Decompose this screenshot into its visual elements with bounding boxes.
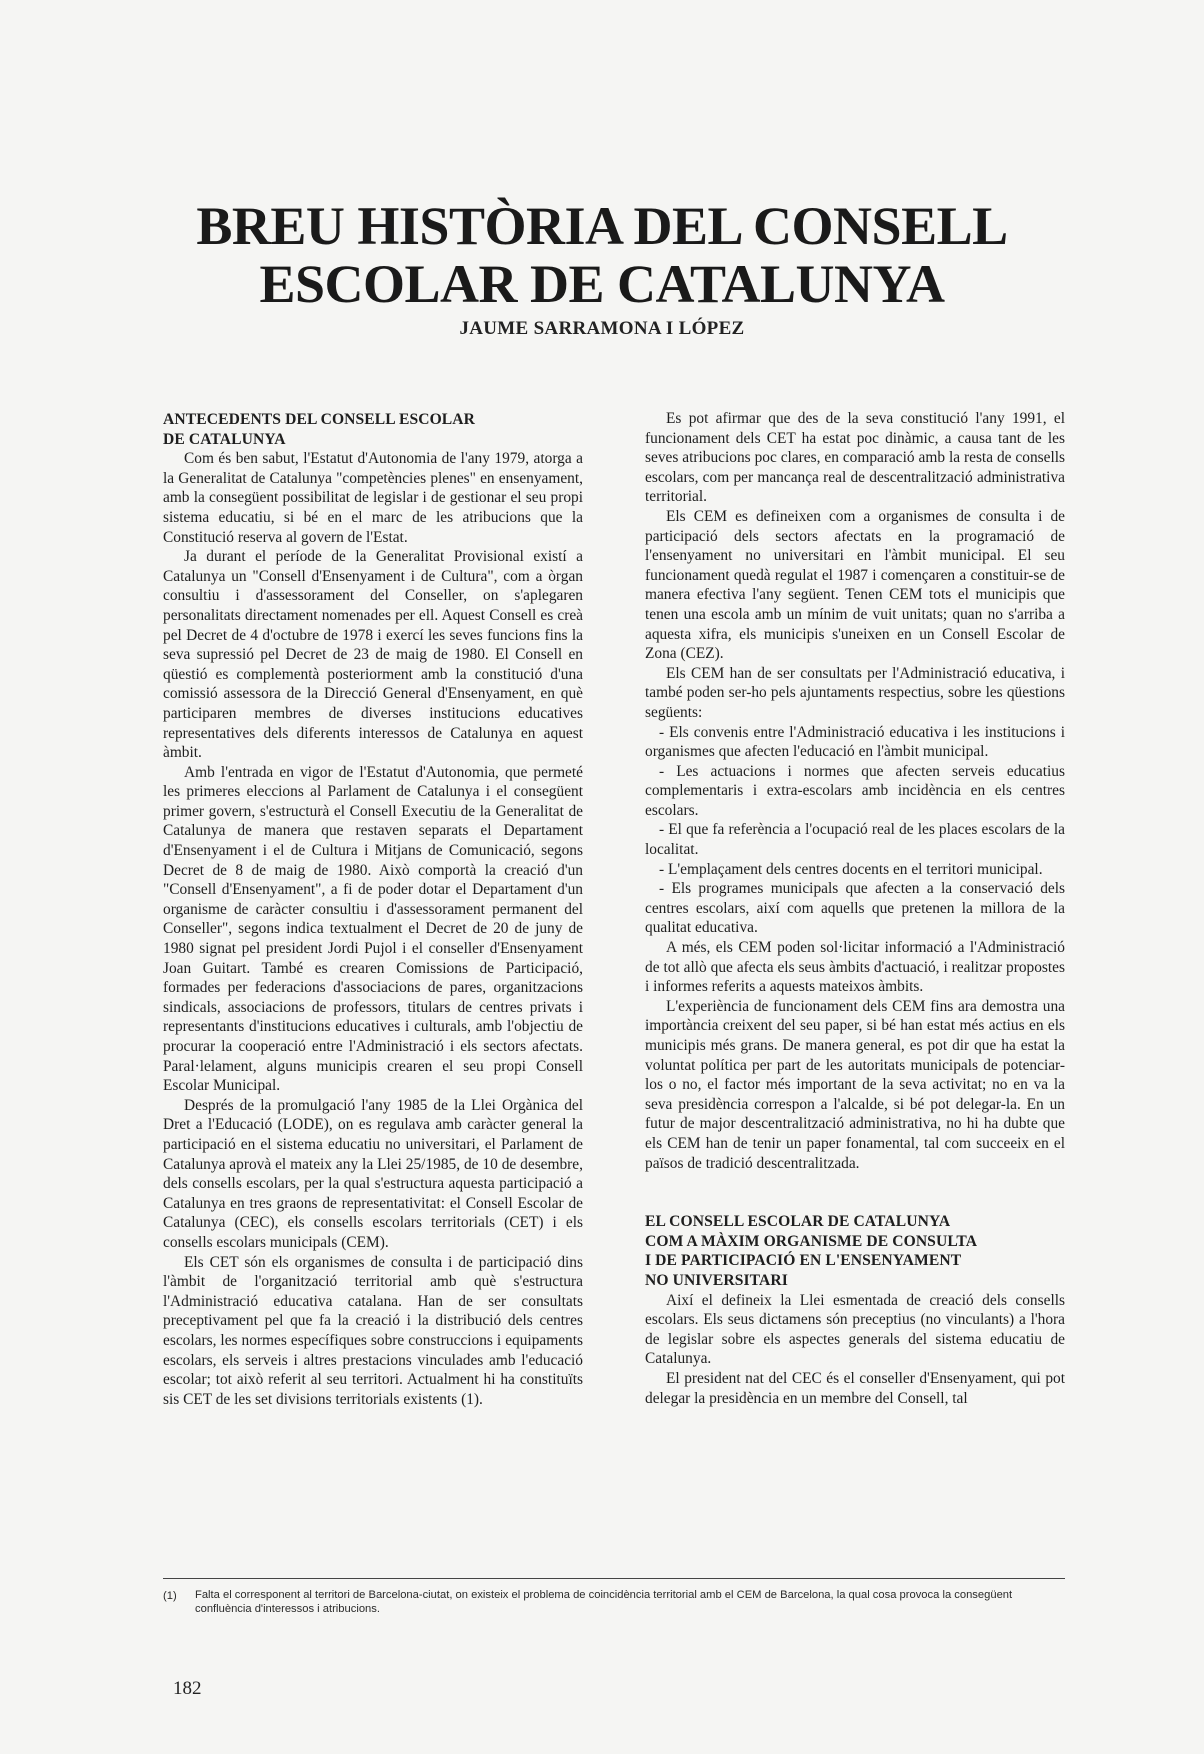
right-column [645, 409, 1065, 1408]
footnote [163, 1588, 1068, 1616]
list-item: - Els programes municipals que afecten a la conservació dels centres escolars, així com aquells que pretenen la millora de la qualitat educativa. [645, 880, 1065, 937]
section-spacer [645, 1173, 1065, 1212]
section-heading-line: COM A MÀXIM ORGANISME DE CONSULTA [645, 1232, 978, 1250]
paragraph: Després de la promulgació l'any 1985 de la Llei Orgànica del Dret a l'Educació (LODE), on es regulava amb caràcter general la participació en el sistema educatiu no universitari, el Parlament de Catalunya aprovà el mateix any la Llei 25/1985, de 10 de desembre, dels consells escolars, per la qual s'estructura aquesta participació a Catalunya en tres graons de representativitat: el Consell Escolar de Catalunya (CEC), els consells escolars territorials (CET) i els consells escolars municipals (CEM). [163, 1096, 583, 1251]
section-heading-line: DE CATALUNYA [163, 430, 286, 448]
footnote-marker: (1) [163, 1590, 177, 1602]
paragraph: El president nat del CEC és el conseller d'Ensenyament, qui pot delegar la presidència en un membre del Consell, tal [645, 1369, 1065, 1407]
paragraph: Ja durant el període de la Generalitat Provisional existí a Catalunya un "Consell d'Ensenyament i de Cultura", com a òrgan consultiu i d'assessorament del Conseller, on s'aplegaren personalitats directament nomenades per ell. Aquest Consell es creà pel Decret de 4 d'octubre de 1978 i exercí les seves funcions fins la seva supressió pel Decret de 23 de maig de 1980. El Consell en qüestió es complementà posteriorment amb la constitució d'una comissió assessora de la Direcció General d'Ensenyament, en què participaren membres de diverses institucions educatives representatives dels diferents interessos de Catalunya en aquest àmbit. [163, 548, 583, 762]
article-title-line-2: ESCOLAR DE CATALUNYA [259, 254, 945, 314]
paragraph: Els CEM es defineixen com a organismes de consulta i de participació dels sectors afectats en la programació de l'ensenyament no universitari en l'àmbit municipal. El seu funcionament quedà regulat el 1987 i començaren a constituir-se de manera efectiva l'any següent. Tenen CEM tots el municipis que tenen una escola amb un mínim de vuit unitats; quan no s'arriba a aquesta xifra, els municipis s'uneixen en un Consell Escolar de Zona (CEZ). [645, 507, 1065, 663]
list-item: - L'emplaçament dels centres docents en el territori municipal. [659, 860, 1043, 878]
section-heading-line: EL CONSELL ESCOLAR DE CATALUNYA [645, 1213, 951, 1231]
page-number: 182 [173, 1678, 202, 1699]
section-heading-cec [645, 1212, 1065, 1290]
section-heading-line: ANTECEDENTS DEL CONSELL ESCOLAR [163, 411, 476, 428]
footnote-text: Falta el corresponent al territori de Barcelona-ciutat, on existeix el problema de coincidència territorial amb el CEM de Barcelona, la qual cosa provoca la consegüent confluència d'interessos i atribucions. [195, 1589, 1013, 1615]
footnote-divider [163, 1578, 1065, 1579]
paragraph: Amb l'entrada en vigor de l'Estatut d'Autonomia, que permeté les primeres eleccions al Parlament de Catalunya i el consegüent primer govern, s'estructurà el Consell Executiu de la Generalitat de Catalunya de manera que restaven separats el Departament d'Ensenyament i el de Cultura i Mitjans de Comunicació, segons Decret de 8 de maig de 1980. Això comportà la creació d'un "Consell d'Ensenyament", a fi de poder dotar el Departament d'un organisme de caràcter consultiu i d'assessorament permanent del Conseller", segons indica textualment el Decret de 20 de juny de 1980 signat pel president Jordi Pujol i el conseller d'Ensenyament Joan Guitart. També es crearen Comissions de Participació, formades per federacions d'associacions de pares, organitzacions sindicals, associacions de professors, titulars de centres privats i representants d'institucions educatives i culturals, amb l'objectiu de procurar la cooperació entre l'Administració i els sectors afectats. Paral·lelament, alguns municipis crearen el seu propi Consell Escolar Municipal. [163, 763, 583, 1095]
section-heading-line: I DE PARTICIPACIÓ EN L'ENSENYAMENT [645, 1252, 962, 1270]
left-column [163, 410, 583, 1409]
list-item: - Els convenis entre l'Administració educativa i les institucions i organismes que afecten l'educació en l'àmbit municipal. [645, 723, 1065, 761]
article-title [0, 197, 1204, 313]
list-item: - Les actuacions i normes que afecten serveis educatius complementaris i extra-escolars amb incidència en els centres escolars. [645, 762, 1065, 819]
article-title-line-1: BREU HISTÒRIA DEL CONSELL [196, 196, 1008, 256]
list-item: - El que fa referència a l'ocupació real de les places escolars de la localitat. [645, 821, 1065, 859]
paragraph: A més, els CEM poden sol·licitar informació a l'Administració de tot allò que afecta els seus àmbits d'actuació, i realitzar propostes i informes referits a aquests mateixos àmbits. [645, 939, 1065, 996]
section-heading-line: NO UNIVERSITARI [645, 1271, 788, 1289]
paragraph: Així el defineix la Llei esmentada de creació dels consells escolars. Els seus dictamens són preceptius (no vinculants) a l'hora de legislar sobre els aspectes generals del sistema educatiu de Catalunya. [645, 1291, 1065, 1368]
paragraph: Com és ben sabut, l'Estatut d'Autonomia de l'any 1979, atorga a la Generalitat de Catalunya "competències plenes" en ensenyament, amb la consegüent possibilitat de legislar i de gestionar el seu propi sistema educatiu, si bé en el marc de les atribucions que la Constitució reserva al govern de l'Estat. [163, 450, 583, 546]
article-author: JAUME SARRAMONA I LÓPEZ [459, 318, 745, 339]
paragraph: Els CET són els organismes de consulta i de participació dins l'àmbit de l'organització territorial amb què s'estructura l'Administració educativa catalana. Han de ser consultats preceptivament pel que fa la creació i la distribució dels centres escolars, les normes específiques sobre construccions i equipaments escolars, els serveis i altres prestacions vinculades amb l'educació escolar; tot això referit al seu territori. Actualment hi ha constituïts sis CET de les set divisions territorials existents (1). [163, 1253, 583, 1408]
paragraph: L'experiència de funcionament dels CEM fins ara demostra una importància creixent del seu paper, si bé han estat més actius en els municipis més grans. De manera general, es pot dir que ha estat la voluntat política per part de les autoritats municipals de potenciar-los o no, el factor més important de la seva activitat; no en va la seva presidència correspon a l'alcalde, si bé pot delegar-la. En un futur de major descentralització administrativa, no hi ha dubte que els CEM han de tenir un paper fonamental, tal com succeeix en el països de tradició descentralitzada. [645, 997, 1065, 1172]
paragraph: Els CEM han de ser consultats per l'Administració educativa, i també poden ser-ho pels ajuntaments respectius, sobre les qüestions següents: [645, 664, 1065, 721]
paragraph: Es pot afirmar que des de la seva constitució l'any 1991, el funcionament dels CET ha estat poc dinàmic, a causa tant de les seves atribucions poc clares, en comparació amb la resta de consells escolars, com per mancança real de descentralització administrativa territorial. [645, 410, 1065, 506]
section-heading-antecedents [163, 410, 583, 449]
